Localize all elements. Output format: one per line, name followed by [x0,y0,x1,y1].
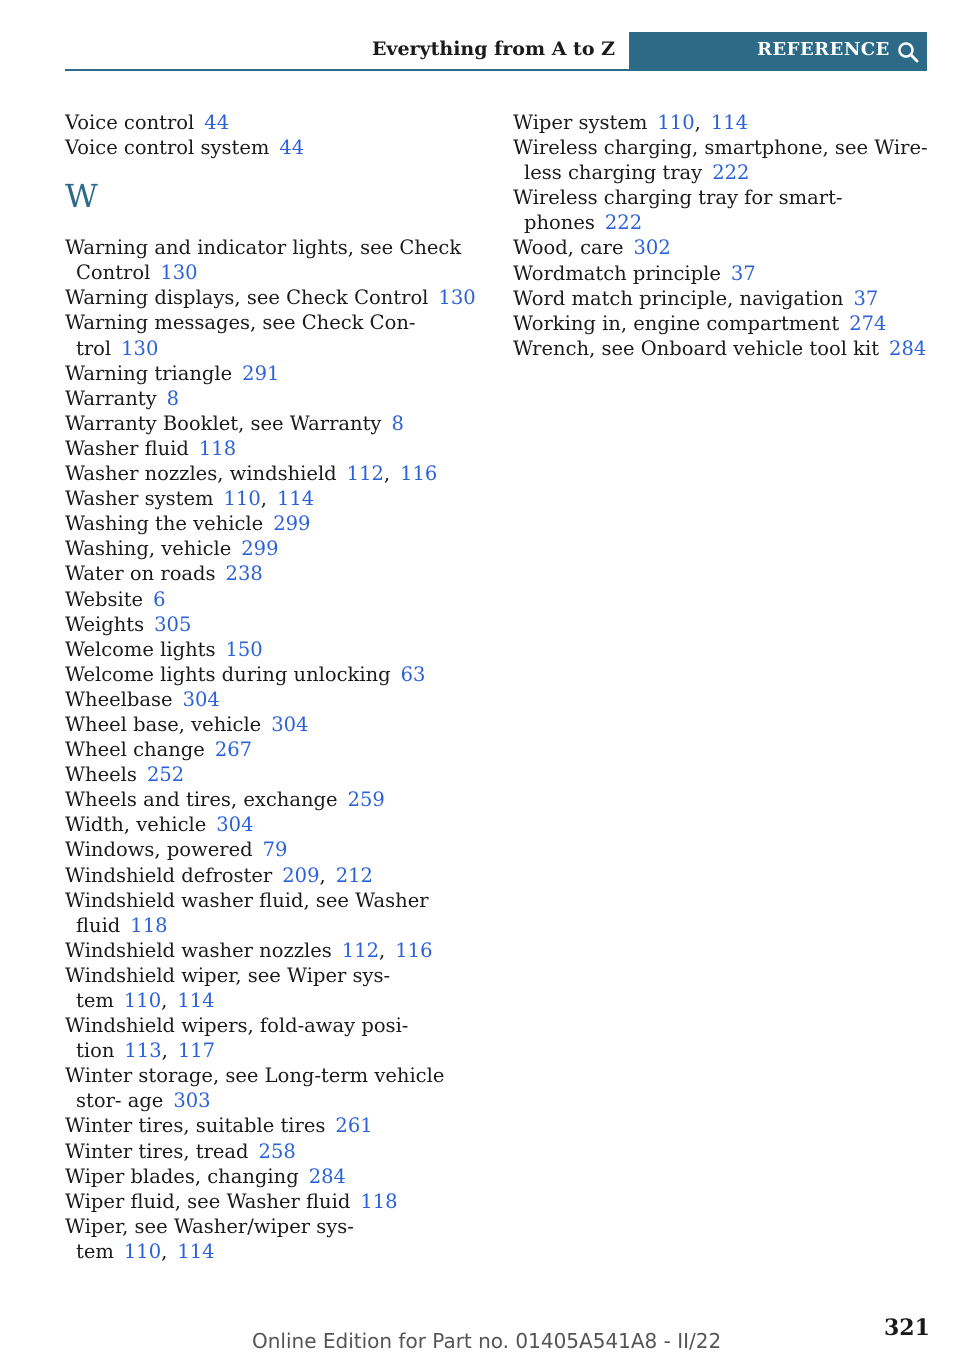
page-link[interactable]: 37 [730,261,756,285]
page-link[interactable]: 110 [123,1239,162,1263]
index-entry-text: Wrench, see Onboard vehicle tool kit [513,336,880,360]
index-entry [65,411,485,436]
index-entry [65,687,485,712]
index-entry [65,235,485,285]
page-link[interactable]: 110 [123,989,162,1012]
index-entry [65,486,485,511]
index-entry [65,938,485,963]
page-link[interactable]: 305 [154,612,192,636]
index-entry [65,285,485,310]
index-entry [65,1113,485,1138]
index-entry-text: Windshield washer fluid, see Washer fluid [65,888,429,937]
index-entry [65,587,485,612]
index-entry-text: Windshield wipers, fold-away posi‐ tion [65,1014,409,1063]
index-entry [65,712,485,737]
index-entry [65,511,485,536]
page-link[interactable]: 274 [849,311,887,335]
page-link[interactable]: 130 [160,261,198,285]
page-link[interactable]: 304 [182,687,220,711]
page-link[interactable]: 114 [710,111,749,134]
page-separator: , [383,462,391,486]
page-link[interactable]: 299 [273,512,311,536]
index-column-right [513,110,933,361]
index-entry-text: Warning messages, see Check Con‐ trol [65,311,416,360]
index-entry-text: Wheels [65,763,137,787]
index-entry-text: Wiper blades, changing [65,1164,299,1188]
index-entry [513,336,933,361]
index-entry-text: Windshield wiper, see Wiper sys‐ tem [65,963,391,1012]
page-link[interactable]: 304 [216,813,254,837]
page-link[interactable]: 63 [400,662,426,686]
index-entry-text: Warranty [65,386,157,410]
index-letter-heading: W [65,177,98,216]
page-separator: , [319,863,326,887]
page-link[interactable]: 150 [225,637,263,661]
index-entry [65,361,485,386]
page-link[interactable]: 44 [204,111,230,134]
index-entry-text: Washer system [65,487,214,511]
index-entry [65,310,485,360]
page-separator: , [260,487,267,511]
index-entry [65,1164,485,1189]
index-entry [65,837,485,862]
index-entry [513,235,933,260]
header-title: Everything from A to Z [371,38,615,60]
index-entry-text: Washer nozzles, windshield [65,462,337,486]
index-entry [65,612,485,637]
page-link[interactable]: 222 [712,161,750,185]
index-entry-text: Warning displays, see Check Control [65,286,429,310]
index-entry [513,261,933,286]
index-entry-text: Wordmatch principle [513,261,721,285]
page-number: 321 [884,1315,930,1341]
index-entry-text: Wireless charging, smartphone, see Wire‐ less charging tray [513,136,928,185]
index-entry-text: Windshield washer nozzles [65,938,332,962]
page-link[interactable]: 44 [279,136,305,160]
page-link[interactable]: 284 [889,336,927,360]
index-entry [65,461,485,486]
page-link[interactable]: 114 [177,989,215,1012]
page-header [65,32,927,70]
index-entry [65,386,485,411]
page-link[interactable]: 284 [308,1164,346,1188]
index-entry-text: Washer fluid [65,436,189,460]
index-entry-text: Working in, engine compartment [513,311,840,335]
index-entry-text: Wiper system [513,111,648,134]
index-entry-text: Winter storage, see Long-term vehicle stor‐ age [65,1064,445,1113]
index-entry [65,1139,485,1164]
page-link[interactable]: 112 [346,462,384,486]
page-separator: , [694,111,701,134]
page-link[interactable]: 110 [223,487,261,511]
edition-footer: Online Edition for Part no. 01405A541A8 - II/22 [252,1329,722,1353]
page-separator: , [161,1239,168,1263]
index-column-left [65,110,485,1264]
index-entry [65,737,485,762]
page-link[interactable]: 303 [173,1089,211,1113]
index-entry [65,662,485,687]
index-entry [65,762,485,787]
index-entry-text: Winter tires, suitable tires [65,1114,326,1138]
index-entry [65,812,485,837]
index-entry-text: Weights [65,612,145,636]
index-entry [513,135,933,185]
index-entry [65,135,485,160]
index-entry [65,561,485,586]
index-entry-text: Wheel base, vehicle [65,712,262,736]
page-link[interactable]: 117 [177,1039,216,1063]
page-link[interactable]: 238 [225,562,263,586]
section-label: REFERENCE [757,39,890,60]
page-link[interactable]: 130 [121,336,159,360]
index-entry [65,637,485,662]
page-link[interactable]: 267 [214,738,253,762]
index-entry-text: Wood, care [513,236,624,260]
index-entry [65,787,485,812]
index-entry-text: Wireless charging tray for smart‐ phones [513,186,843,235]
page-link[interactable]: 222 [604,211,643,235]
page-link[interactable]: 299 [241,537,279,561]
page-link[interactable]: 6 [153,587,166,611]
index-entry-text: Wheel change [65,738,205,762]
index-entry-text: Wiper, see Washer/wiper sys‐ tem [65,1214,354,1263]
index-entry-text: Voice control [65,111,195,134]
index-entry-text: Word match principle, navigation [513,286,844,310]
page-link[interactable]: 130 [438,286,476,310]
page-link[interactable]: 110 [657,111,695,134]
page-separator: , [161,1039,168,1063]
index-entry [65,436,485,461]
page-link[interactable]: 261 [335,1114,373,1138]
index-entry [513,286,933,311]
index-entry-text: Washing the vehicle [65,512,264,536]
index-entry [65,110,485,135]
index-entry-text: Winter tires, tread [65,1139,249,1163]
index-entry [65,888,485,938]
page-link[interactable]: 291 [242,361,280,385]
search-icon[interactable] [896,40,920,64]
page-link[interactable]: 112 [341,938,380,962]
index-entry-text: Windows, powered [65,838,253,862]
index-entry-text: Water on roads [65,562,216,586]
page-link[interactable]: 118 [198,436,237,460]
index-entry-text: Wiper fluid, see Washer fluid [65,1189,351,1213]
index-entry [65,963,485,1013]
index-entry [513,311,933,336]
index-entry-text: Width, vehicle [65,813,207,837]
index-entry-text: Washing, vehicle [65,537,232,561]
index-entry-text: Warranty Booklet, see Warranty [65,411,382,435]
index-entry-text: Warning triangle [65,361,233,385]
index-entry-text: Windshield defroster [65,863,273,887]
page-link[interactable]: 302 [633,236,671,260]
index-entry-text: Wheelbase [65,687,173,711]
index-entry [513,110,933,135]
page-link[interactable]: 118 [130,913,168,937]
page-link[interactable]: 79 [262,838,288,862]
page-link[interactable]: 304 [271,712,309,736]
page-link[interactable]: 212 [335,863,373,887]
section-tab[interactable] [629,32,927,70]
index-entry [513,185,933,235]
page-link[interactable]: 8 [391,411,404,435]
index-entry [65,536,485,561]
index-entry-text: Welcome lights during unlocking [65,662,391,686]
index-entry-text: Voice control system [65,136,270,160]
page-separator: , [161,989,168,1012]
page-link[interactable]: 259 [347,788,385,812]
page-link[interactable]: 258 [258,1139,296,1163]
index-entry-text: Website [65,587,144,611]
index-entry [65,1214,485,1264]
page-link[interactable]: 116 [400,462,438,486]
index-entry-text: Wheels and tires, exchange [65,788,338,812]
index-entry-text: Welcome lights [65,637,216,661]
page-link[interactable]: 114 [276,487,315,511]
page-link[interactable]: 8 [166,386,180,410]
page-link[interactable]: 116 [395,938,433,962]
index-entry [65,1013,485,1063]
index-entry-text: Warning and indicator lights, see Check Control [65,236,462,285]
index-entry [65,1063,485,1113]
page-link[interactable]: 118 [360,1189,398,1213]
header-rule [65,69,927,71]
page-link[interactable]: 113 [124,1039,162,1063]
page-link[interactable]: 114 [177,1239,215,1263]
page-link[interactable]: 209 [282,863,320,887]
index-entry [65,863,485,888]
index-entry [65,1189,485,1214]
page-separator: , [379,938,386,962]
page-link[interactable]: 37 [853,286,879,310]
page-link[interactable]: 252 [146,763,185,787]
